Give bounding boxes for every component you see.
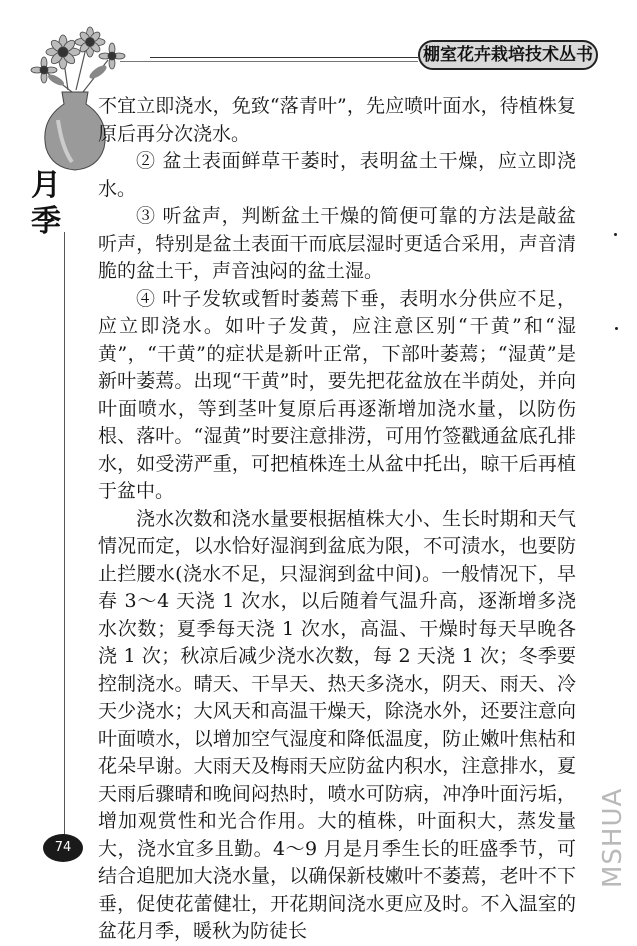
paragraph: 浇水次数和浇水量要根据植株大小、生长时期和天气情况而定，以水恰好湿润到盆底为限，不可渍水，也要防止拦腰水(浇水不足，只湿润到盆中间)。一般情况下，早春 3～4 天浇 1 次水，以后随着气温升高，逐渐增多浇水次数；夏季每天浇 1 次水，高温、干燥时每天早晚各浇 1 次；秋凉后减少浇水次数，每 2 天浇 1 次；冬季要控制浇水。晴天、干旱天、热天多浇水，阴天、雨天、冷天少浇水；大风天和高温干燥天，除浇水外，还要注意向叶面喷水，以增加空气湿度和降低温度，防止嫩叶焦枯和花朵早谢。大雨天及梅雨天应防盆内积水，注意排水，夏天雨后骤晴和晚间闷热时，喷水可防病，冲净叶面污垢，增加观赏性和光合作用。大的植株，叶面积大，蒸发量大，浇水宜多且勤。4～9 月是月季生长的旺盛季节，可结合追肥加大浇水量，以确保新枝嫩叶不萎蔫，老叶不下垂，促使花蕾健壮，开花期间浇水更应及时。不入温室的盆花月季，暖秋为防徒长 [98,507,576,942]
paragraph: 不宜立即浇水，免致“落青叶”，先应喷叶面水，待植株复原后再分次浇水。 [98,95,576,145]
body-text [98,93,576,946]
paragraph: ③ 听盆声，判断盆土干燥的简便可靠的方法是敲盆听声，特别是盆土表面干而底层湿时更适合采用，声音清脆的盆土干，声音浊闷的盆土湿。 [98,205,576,282]
header-rule [150,57,418,58]
series-title: 棚室花卉栽培技术丛书 [418,40,598,70]
header-rule-secondary [120,61,418,62]
chapter-char: 月 [31,168,61,203]
scan-speck [615,327,618,330]
scan-speck [614,233,617,236]
chapter-char: 季 [31,204,61,239]
side-rule [64,232,65,842]
page-number: 74 [43,834,83,862]
chapter-side-title [26,168,66,240]
paragraph: ② 盆土表面鲜草干萎时，表明盆土干燥，应立即浇水。 [98,150,576,200]
paragraph: ④ 叶子发软或暂时萎蔫下垂，表明水分供应不足，应立即浇水。如叶子发黄，应注意区别“干黄”和“湿黄”，“干黄”的症状是新叶正常，下部叶萎蔫；“湿黄”是新叶萎蔫。出现“干黄”时，要先把花盆放在半荫处，并向叶面喷水，等到茎叶复原后再逐渐增加浇水量，以防伤根、落叶。“湿黄”时要注意排涝，可用竹签戳通盆底孔排水，如受涝严重，可把植株连土从盆中托出，晾干后再植于盆中。 [98,287,576,502]
watermark: MSHUA [598,787,628,888]
